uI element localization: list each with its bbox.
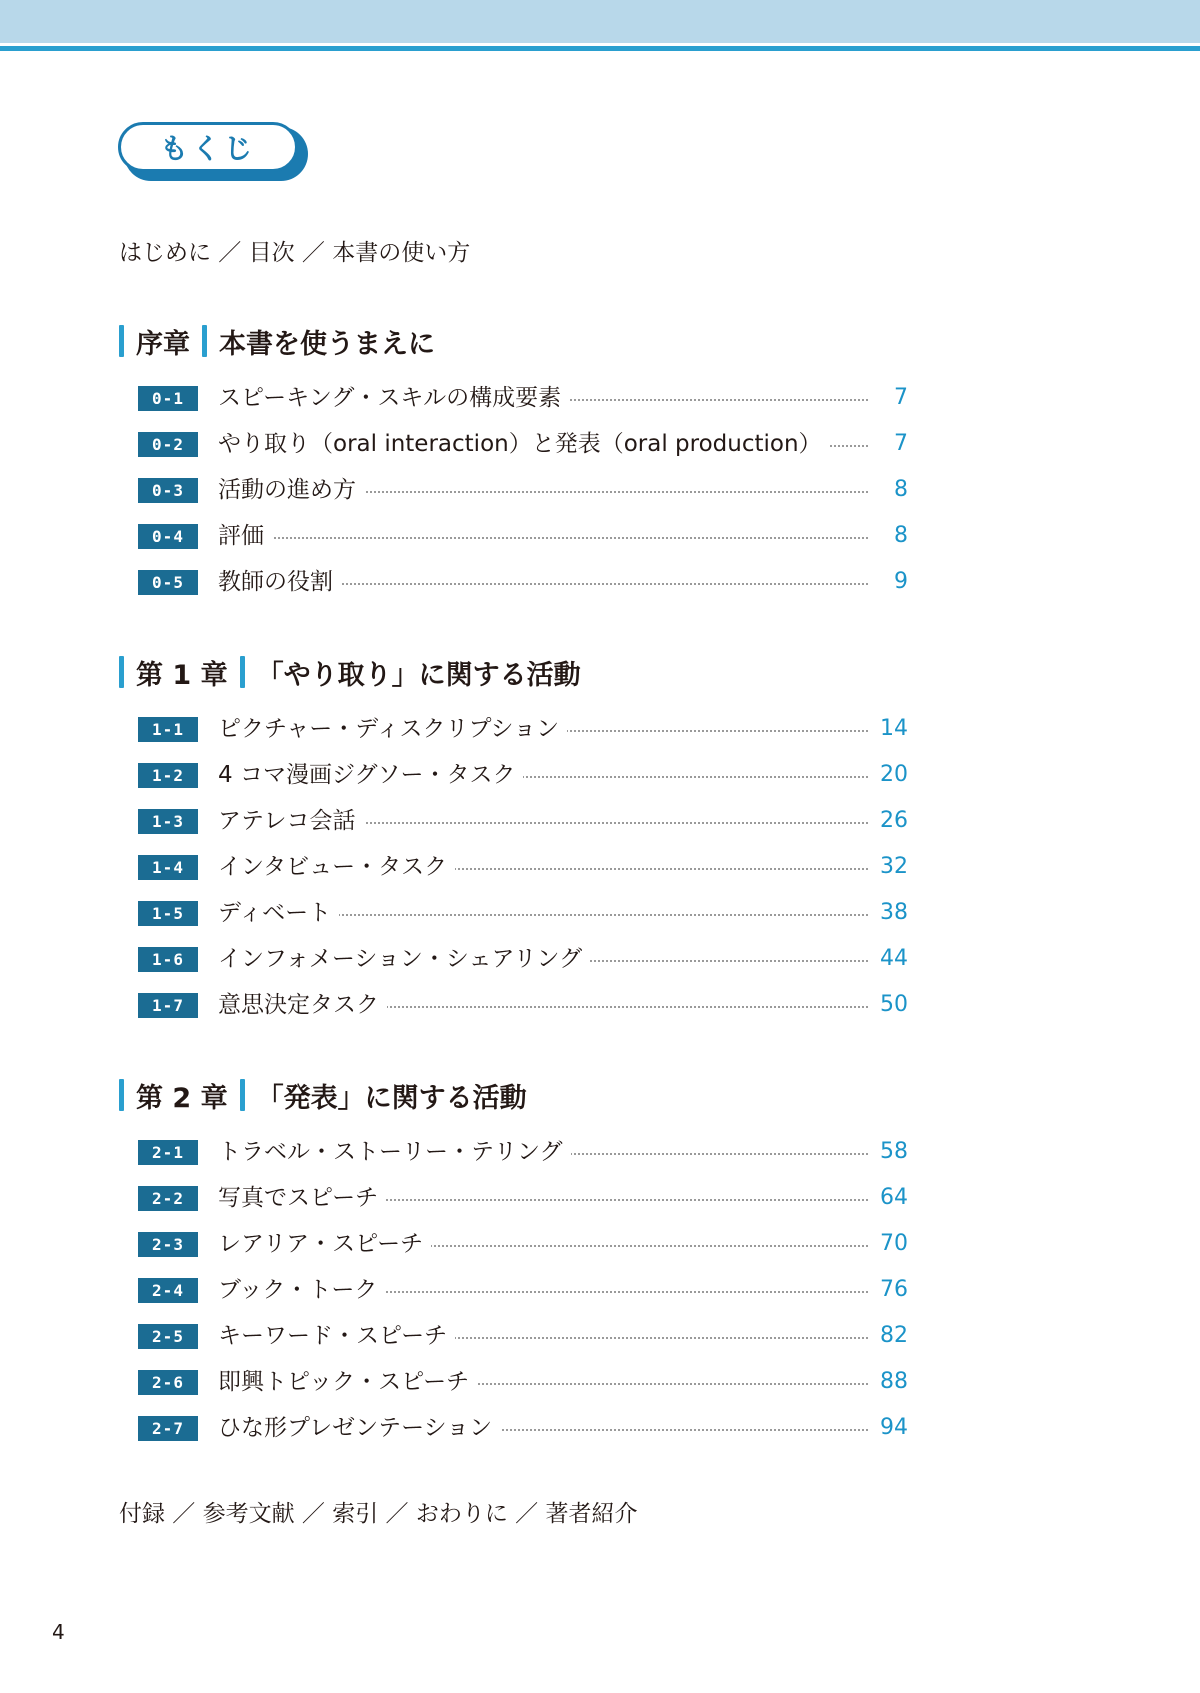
entry-page-number: 32 <box>880 854 908 879</box>
toc-entry-2-4[interactable] <box>138 1275 908 1305</box>
entry-page-number: 88 <box>880 1369 908 1394</box>
toc-entry-1-4[interactable] <box>138 852 908 882</box>
toc-entry-0-4[interactable] <box>138 521 908 551</box>
entry-label: 即興トピック・スピーチ <box>218 1367 477 1397</box>
chapter-bar-right <box>240 1079 245 1111</box>
entry-label: 写真でスピーチ <box>218 1183 386 1213</box>
section-badge: 2-5 <box>138 1324 198 1349</box>
entry-label: 教師の役割 <box>218 567 341 597</box>
toc-entry-0-5[interactable] <box>138 567 908 597</box>
entry-page-number: 76 <box>880 1277 908 1302</box>
chapter-title: 本書を使うまえに <box>219 328 435 360</box>
entry-label: 評価 <box>218 521 272 551</box>
back-matter-line: 付録 ／ 参考文献 ／ 索引 ／ おわりに ／ 著者紹介 <box>119 1501 638 1527</box>
chapter-bar-right <box>240 656 245 688</box>
toc-entry-2-6[interactable] <box>138 1367 908 1397</box>
toc-entry-1-5[interactable] <box>138 898 908 928</box>
entry-page-number: 64 <box>880 1185 908 1210</box>
chapter-bar-left <box>119 325 124 357</box>
section-badge: 0-1 <box>138 386 198 411</box>
section-badge: 0-2 <box>138 432 198 457</box>
section-badge: 1-6 <box>138 947 198 972</box>
section-badge: 1-5 <box>138 901 198 926</box>
section-badge: 2-1 <box>138 1140 198 1165</box>
toc-entry-2-3[interactable] <box>138 1229 908 1259</box>
chapter-number: 第 1 章 <box>136 659 228 691</box>
toc-entry-1-6[interactable] <box>138 944 908 974</box>
chapter-bar-left <box>119 656 124 688</box>
header-band <box>0 0 1200 43</box>
entry-page-number: 50 <box>880 992 908 1017</box>
chapter-number: 第 2 章 <box>136 1082 228 1114</box>
section-badge: 2-4 <box>138 1278 198 1303</box>
entry-page-number: 82 <box>880 1323 908 1348</box>
entry-label: ひな形プレゼンテーション <box>218 1413 500 1443</box>
entry-page-number: 8 <box>894 477 908 502</box>
section-badge: 2-3 <box>138 1232 198 1257</box>
toc-entry-1-7[interactable] <box>138 990 908 1020</box>
toc-entry-2-2[interactable] <box>138 1183 908 1213</box>
entry-label: トラベル・ストーリー・テリング <box>218 1137 571 1167</box>
section-badge: 2-6 <box>138 1370 198 1395</box>
toc-entry-2-1[interactable] <box>138 1137 908 1167</box>
toc-entry-1-3[interactable] <box>138 806 908 836</box>
toc-entry-2-7[interactable] <box>138 1413 908 1443</box>
section-badge: 1-2 <box>138 763 198 788</box>
toc-entry-1-2[interactable] <box>138 760 908 790</box>
chapter-heading-2 <box>119 1077 527 1113</box>
page-folio: 4 <box>52 1620 65 1644</box>
entry-page-number: 14 <box>880 716 908 741</box>
entry-label: ディベート <box>218 898 339 928</box>
section-badge: 0-4 <box>138 524 198 549</box>
entry-label: 意思決定タスク <box>218 990 387 1020</box>
entry-page-number: 20 <box>880 762 908 787</box>
entry-page-number: 9 <box>894 569 908 594</box>
chapter-number: 序章 <box>136 328 190 360</box>
entry-label: ブック・トーク <box>218 1275 385 1305</box>
toc-entry-0-2[interactable] <box>138 429 908 459</box>
header-rule <box>0 46 1200 51</box>
chapter-bar-right <box>202 325 207 357</box>
entry-page-number: 94 <box>880 1415 908 1440</box>
section-badge: 1-3 <box>138 809 198 834</box>
entry-page-number: 7 <box>894 385 908 410</box>
section-badge: 2-7 <box>138 1416 198 1441</box>
chapter-heading-1 <box>119 654 581 690</box>
toc-title: もくじ <box>118 122 298 172</box>
toc-entry-0-3[interactable] <box>138 475 908 505</box>
entry-page-number: 44 <box>880 946 908 971</box>
entry-label: やり取り（oral interaction）と発表（oral production） <box>218 429 830 459</box>
section-badge: 1-1 <box>138 717 198 742</box>
section-badge: 1-4 <box>138 855 198 880</box>
toc-entry-0-1[interactable] <box>138 383 908 413</box>
entry-label: インフォメーション・シェアリング <box>218 944 590 974</box>
entry-label: キーワード・スピーチ <box>218 1321 455 1351</box>
toc-title-pill <box>118 122 304 178</box>
entry-page-number: 26 <box>880 808 908 833</box>
dot-leader <box>218 537 868 539</box>
toc-entry-2-5[interactable] <box>138 1321 908 1351</box>
chapter-title: 「やり取り」に関する活動 <box>256 659 581 691</box>
entry-page-number: 58 <box>880 1139 908 1164</box>
entry-label: アテレコ会話 <box>218 806 364 836</box>
entry-label: ピクチャー・ディスクリプション <box>218 714 567 744</box>
entry-page-number: 8 <box>894 523 908 548</box>
section-badge: 2-2 <box>138 1186 198 1211</box>
entry-label: レアリア・スピーチ <box>218 1229 431 1259</box>
entry-label: 活動の進め方 <box>218 475 364 505</box>
entry-page-number: 38 <box>880 900 908 925</box>
chapter-bar-left <box>119 1079 124 1111</box>
entry-label: 4 コマ漫画ジグソー・タスク <box>218 760 523 790</box>
entry-label: インタビュー・タスク <box>218 852 455 882</box>
chapter-heading-0 <box>119 323 435 359</box>
chapter-title: 「発表」に関する活動 <box>256 1082 527 1114</box>
section-badge: 0-5 <box>138 570 198 595</box>
front-matter-line: はじめに ／ 目次 ／ 本書の使い方 <box>119 240 471 266</box>
entry-page-number: 7 <box>894 431 908 456</box>
entry-page-number: 70 <box>880 1231 908 1256</box>
section-badge: 0-3 <box>138 478 198 503</box>
toc-entry-1-1[interactable] <box>138 714 908 744</box>
section-badge: 1-7 <box>138 993 198 1018</box>
entry-label: スピーキング・スキルの構成要素 <box>218 383 569 413</box>
